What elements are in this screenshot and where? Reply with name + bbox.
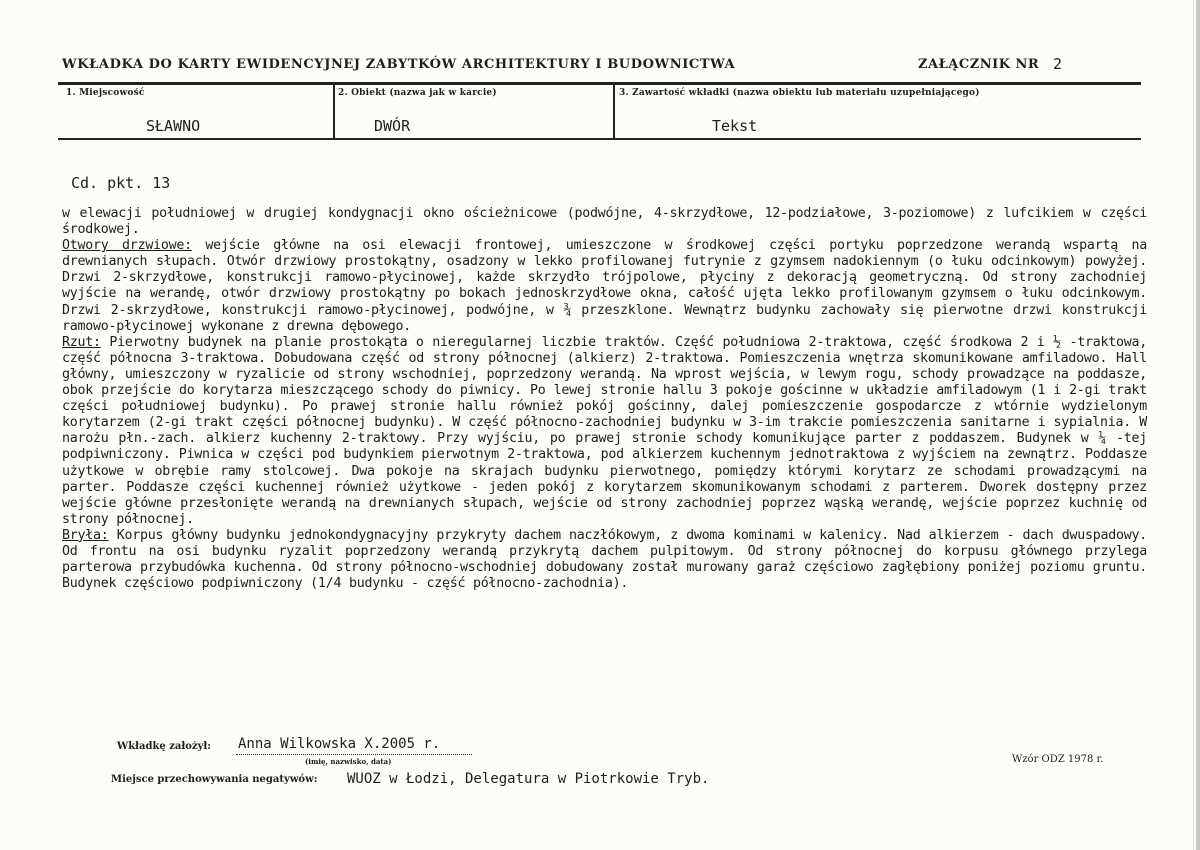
- field-divider-2: [613, 84, 615, 139]
- content-value: Tekst: [712, 117, 758, 135]
- form-title: WKŁADKA DO KARTY EWIDENCYJNEJ ZABYTKÓW ARCHITEKTURY I BUDOWNICTWA: [62, 57, 736, 72]
- attachment-label: ZAŁĄCZNIK NR: [918, 57, 1040, 72]
- field-divider-1: [333, 84, 335, 139]
- object-caption: 2. Obiekt (nazwa jak w karcie): [338, 88, 497, 98]
- plan-paragraph: [62, 335, 1147, 528]
- locality-value: SŁAWNO: [146, 117, 201, 135]
- massing-text: Korpus główny budynku jednokondygnacyjny przykryty dachem naczłókowym, z dwoma kominami w kalenicy. Nad alkierzem - dach dwuspadowy. Od frontu na osi budynku ryzalit poprzedzony werandą przykrytą dachem pulpitowym. Od strony północnej do korpusu głównego przylega parterowa przybudówka kuchenna. Od strony północno-wschodniej dobudowany został murowany garaż częściowo zagłębiony poniżej poziomu gruntu. Budynek częściowo podpiwniczony (1/4 budynku - część północno-zachodnia).: [62, 527, 1147, 592]
- compiled-by-caption: (imię, nazwisko, data): [305, 757, 392, 766]
- card-edge-shadow: [1196, 0, 1200, 850]
- compiled-by-label: Wkładkę założył:: [117, 741, 211, 752]
- negatives-location-value: WUOZ w Łodzi, Delegatura w Piotrkowie Tryb.: [347, 771, 710, 787]
- massing-label: Bryła:: [62, 527, 109, 543]
- attachment-number: 2: [1053, 55, 1063, 73]
- header-rule-bottom: [58, 138, 1141, 140]
- plan-text: Pierwotny budynek na planie prostokąta o nieregularnej liczbie traktów. Część południowa 2-traktowa, część środkowa 2 i ½ -traktowa, część północna 3-traktowa. Dobudowana część od strony północnej (alkierz) 2-traktowa. Pomieszczenia wnętrza skomunikowane amfiladowo. Hall główny, umieszczony w ryzalicie od strony wschodniej, poprzedzony werandą. Na wprost wejścia, w lewym rogu, schody prowadzące na poddasze, obok przejście do korytarza mieszczącego schody do piwnicy. Po lewej stronie hallu 3 pokoje gościnne w układzie amfiladowym (1 i 2-gi trakt części południowej budynku). Po prawej stronie hallu również pokój gościnny, dalej pomieszczenie gospodarcze z wtórnie wydzielonym korytarzem (2-gi trakt części północnej budynku). W część północno-zachodniej budynku w 3-im trakcie pomieszczenia sanitarne i sypialnia. W narożu płn.-zach. alkierz kuchenny 2-traktowy. Przy wyjściu, po prawej stronie schody komunikujące parter z poddaszem. Budynek w ¼ -tej podpiwniczony. Piwnica w części pod budynkiem pierwotnym 2-traktowa, pod alkierzem kuchennym jednotraktowa z wyjściem na zewnątrz. Poddasze użytkowe w obrębie ramy stolcowej. Dwa pokoje na skrajach budynku pierwotnego, pomiędzy którymi korytarz ze schodami prowadzącymi na parter. Poddasze części kuchennej również użytkowe - jeden pokój z korytarzem skomunikowanym schodami z parterem. Dworek dostępny przez wejście główne przesłonięte werandą na drewnianych słupach, wejście od strony zachodniej poprzez wąską werandę, wejście poprzez kuchnię od strony północnej.: [62, 334, 1147, 527]
- plan-label: Rzut:: [62, 334, 101, 350]
- form-template-note: Wzór ODZ 1978 r.: [1012, 754, 1104, 765]
- intro-paragraph: w elewacji południowej w drugiej kondygnacji okno ościeżnicowe (podwójne, 4-skrzydłowe, 12-podziałowe, 3-poziomowe) z lufcikiem w części środkowej.: [62, 206, 1147, 238]
- compiled-by-line: [236, 754, 472, 755]
- negatives-location-label: Miejsce przechowywania negatywów:: [111, 774, 318, 785]
- card-edge-line: [1193, 0, 1194, 850]
- description-text: [62, 206, 1147, 592]
- object-value: DWÓR: [374, 117, 411, 135]
- locality-caption: 1. Miejscowość: [66, 88, 145, 98]
- massing-paragraph: [62, 528, 1147, 592]
- content-caption: 3. Zawartość wkładki (nazwa obiektu lub materiału uzupełniającego): [619, 88, 980, 98]
- doors-paragraph: [62, 238, 1147, 335]
- continuation-note: Cd. pkt. 13: [71, 174, 171, 192]
- compiled-by-value: Anna Wilkowska X.2005 r.: [238, 736, 441, 752]
- doors-text: wejście główne na osi elewacji frontowej, umieszczone w środkowej części portyku poprzedzone werandą wspartą na drewnianych słupach. Otwór drzwiowy prostokątny, osadzony w lekko profilowanej futrynie z gzymsem nadokiennym (o łuku odcinkowym) powyżej. Drzwi 2-skrzydłowe, konstrukcji ramowo-płycinowej, każde skrzydło trójpolowe, płyciny z dekoracją geometryczną. Od strony zachodniej wyjście na werandę, otwór drzwiowy prostokątny po bokach jednoskrzydłowe okna, całość ujęta lekko profilowanym gzymsem o łuku odcinkowym. Drzwi 2-skrzydłowe, konstrukcji ramowo-płycinowej, podwójne, w ¾ przeszklone. Wewnątrz budynku zachowały się pierwotne drzwi konstrukcji ramowo-płycinowej wykonane z drewna dębowego.: [62, 238, 1147, 334]
- header-rule-top: [58, 82, 1141, 85]
- doors-label: Otwory drzwiowe:: [62, 238, 192, 254]
